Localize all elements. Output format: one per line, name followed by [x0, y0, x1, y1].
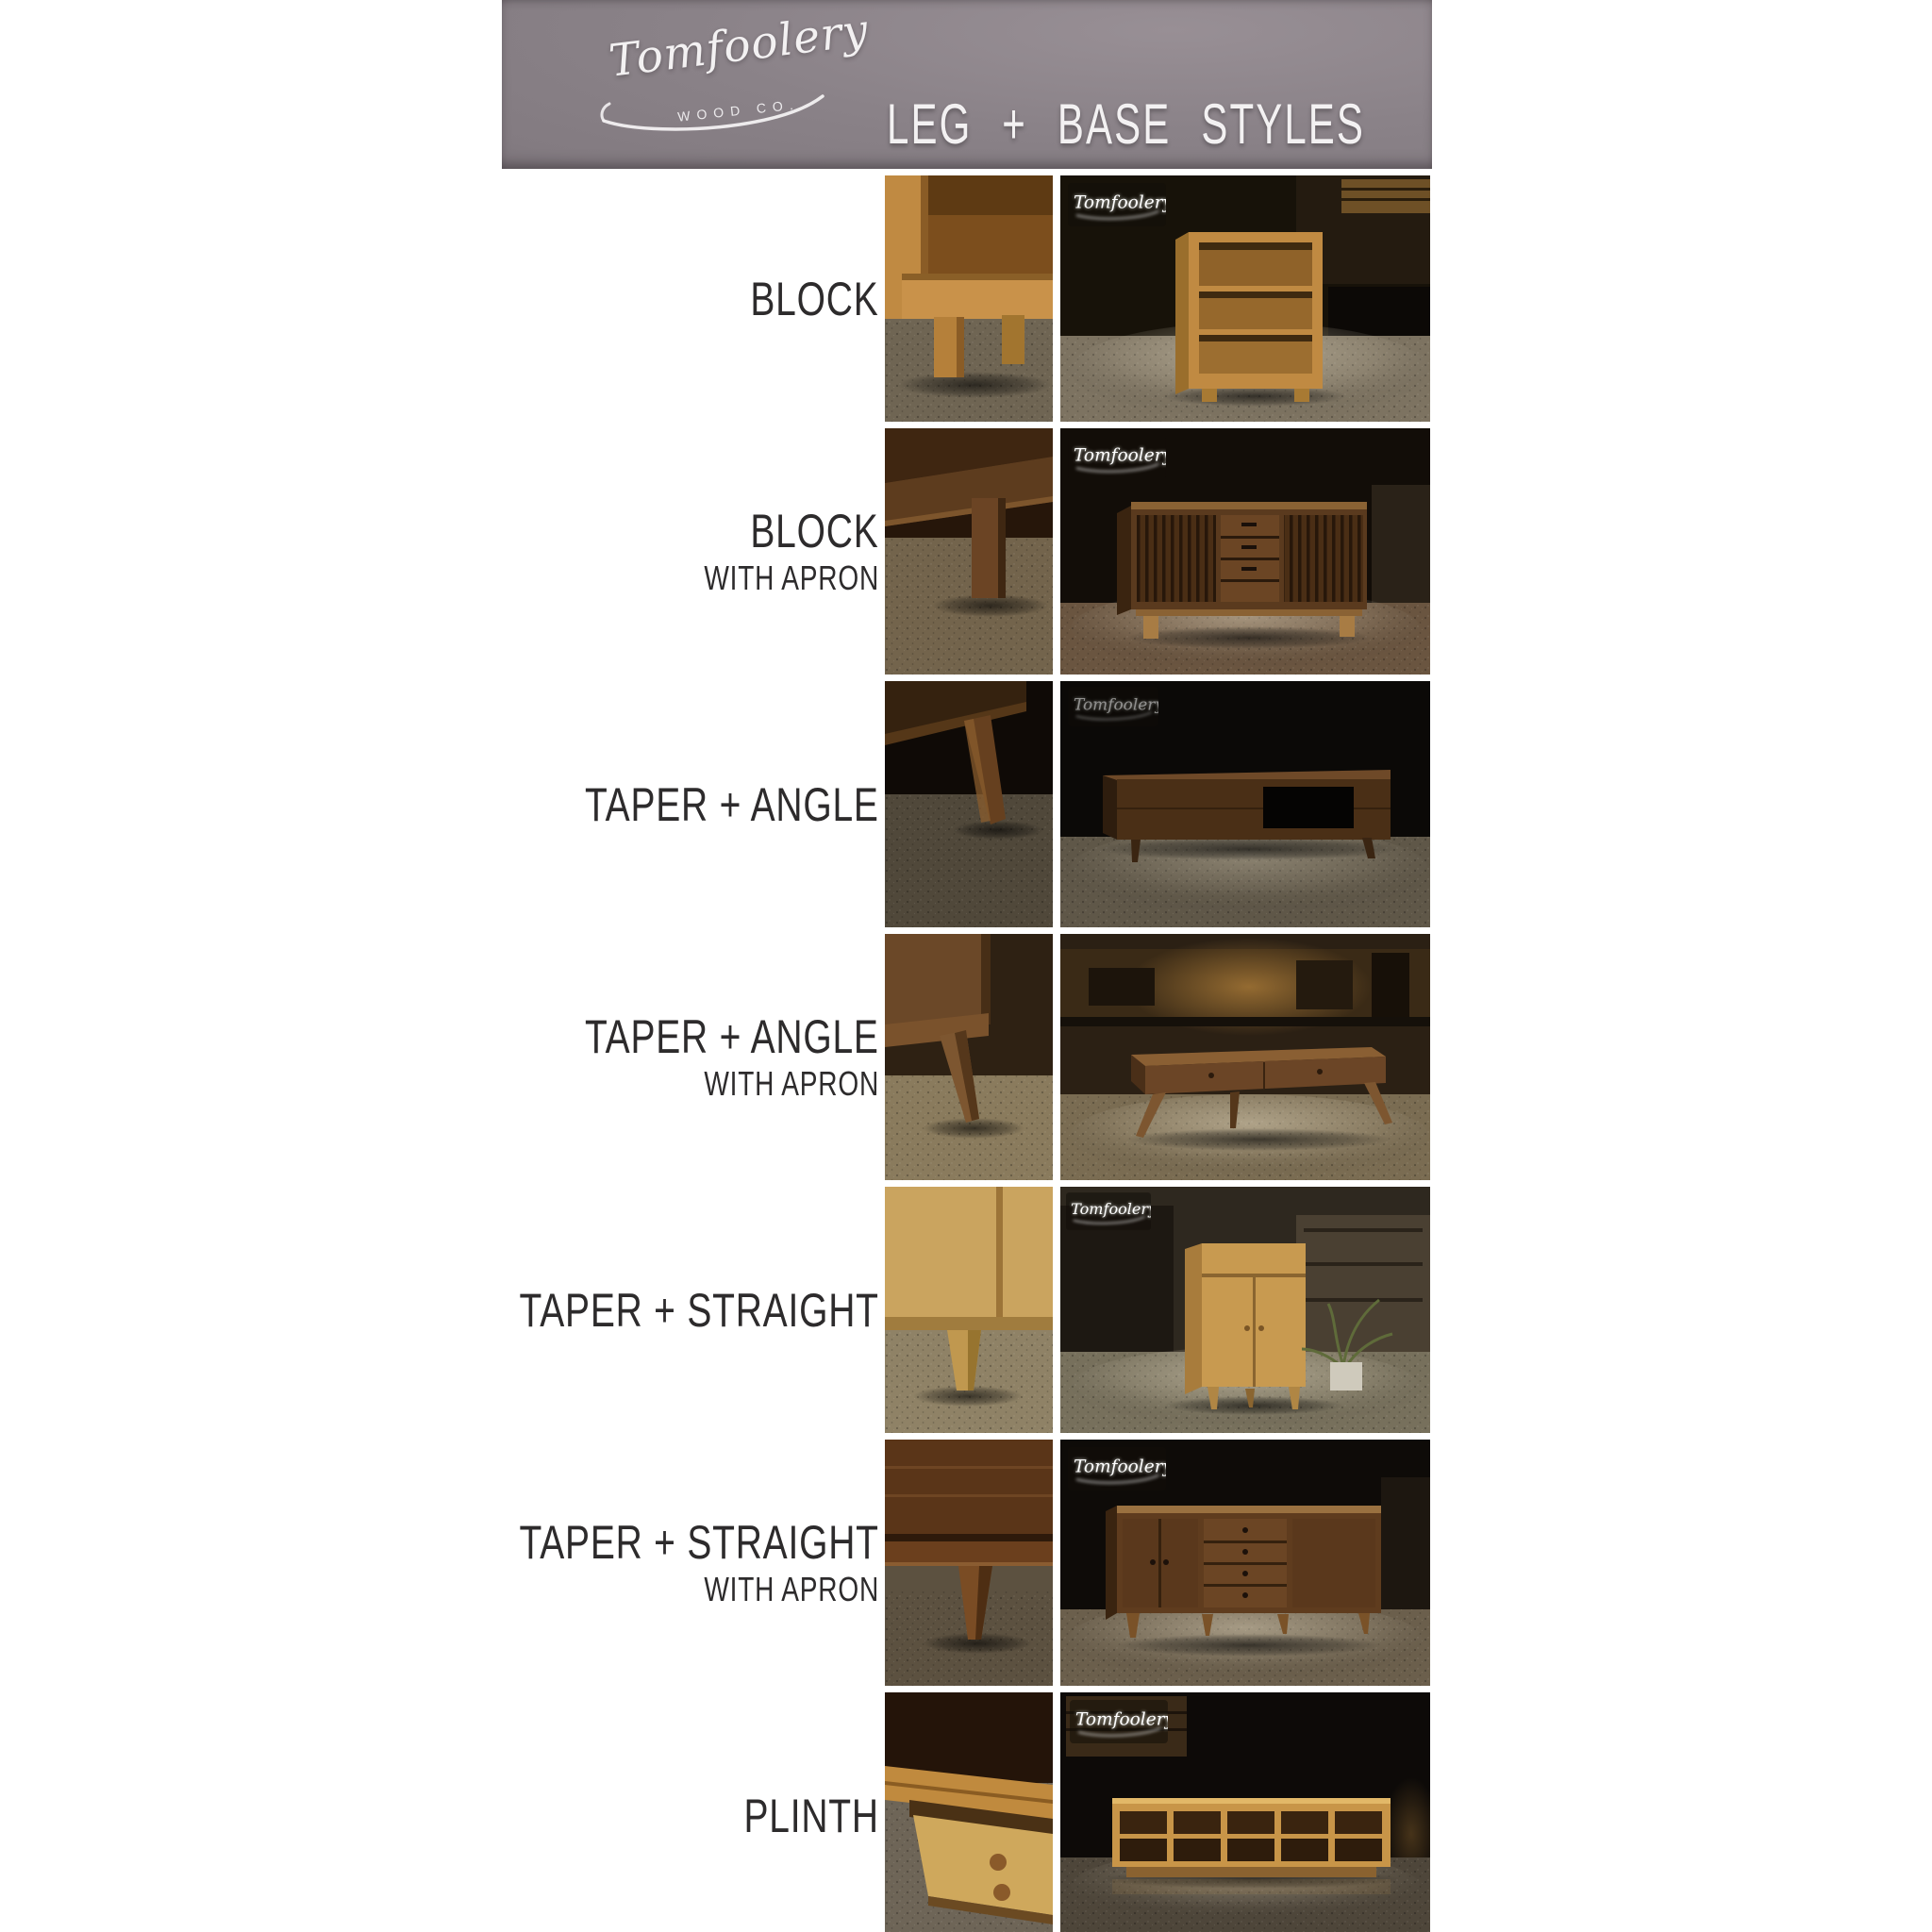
sideboard-scene-illustration [1060, 1440, 1430, 1686]
slat-credenza-scene-illustration [1060, 428, 1430, 675]
wide-photo-taper-angle [1060, 681, 1430, 927]
style-label: TAPER + STRAIGHT [519, 1283, 879, 1337]
style-label: TAPER + ANGLE [585, 1010, 879, 1064]
header-banner [502, 0, 1432, 169]
style-label: BLOCK [750, 505, 879, 558]
label-column [502, 934, 885, 1180]
style-row-taper-angle [502, 681, 1432, 927]
label-column [502, 175, 885, 422]
style-label: TAPER + ANGLE [585, 777, 879, 831]
style-row-taper-angle-with-apron [502, 934, 1432, 1180]
closeup-photo-taper-straight-with-apron [885, 1440, 1053, 1686]
style-row-plinth [502, 1692, 1432, 1932]
block-apron-leg-closeup-illustration [885, 428, 1053, 675]
wide-photo-plinth [1060, 1692, 1430, 1932]
closeup-photo-block [885, 175, 1053, 422]
closeup-photo-taper-straight [885, 1187, 1053, 1433]
closeup-photo-taper-angle-with-apron [885, 934, 1053, 1180]
content-strip [502, 0, 1432, 1932]
page-title: LEG + BASE STYLES [887, 92, 1366, 157]
style-label: BLOCK [750, 272, 879, 325]
style-label: PLINTH [743, 1789, 879, 1842]
coffee-table-scene-illustration [1060, 934, 1430, 1180]
angled-taper-apron-closeup-illustration [885, 934, 1053, 1180]
label-column [502, 1187, 885, 1433]
wide-photo-taper-straight-with-apron [1060, 1440, 1430, 1686]
block-leg-closeup-illustration [885, 175, 1053, 422]
wide-photo-block-with-apron [1060, 428, 1430, 675]
style-row-block [502, 175, 1432, 422]
brand-logo [596, 4, 872, 162]
wide-photo-block [1060, 175, 1430, 422]
label-column [502, 681, 885, 927]
cubby-unit-scene-illustration [1060, 1692, 1430, 1932]
style-row-taper-straight [502, 1187, 1432, 1433]
style-label: TAPER + STRAIGHT [519, 1516, 879, 1570]
closeup-photo-taper-angle [885, 681, 1053, 927]
style-sublabel: WITH APRON [704, 1570, 879, 1609]
tall-cabinet-scene-illustration [1060, 1187, 1430, 1433]
label-column [502, 1440, 885, 1686]
style-row-block-with-apron [502, 428, 1432, 675]
closeup-photo-block-with-apron [885, 428, 1053, 675]
plinth-base-closeup-illustration [885, 1692, 1053, 1932]
style-rows-list [502, 175, 1432, 1932]
brand-logo-subtext: WOOD CO. [676, 96, 801, 125]
style-row-taper-straight-with-apron [502, 1440, 1432, 1686]
bookcase-scene-illustration [1060, 175, 1430, 422]
media-console-scene-illustration [1060, 681, 1430, 927]
wide-photo-taper-angle-with-apron [1060, 934, 1430, 1180]
label-column [502, 428, 885, 675]
style-sublabel: WITH APRON [704, 1064, 879, 1104]
straight-taper-apron-closeup-illustration [885, 1440, 1053, 1686]
closeup-photo-plinth [885, 1692, 1053, 1932]
angled-taper-leg-closeup-illustration [885, 681, 1053, 927]
style-sublabel: WITH APRON [704, 558, 879, 598]
wide-photo-taper-straight [1060, 1187, 1430, 1433]
brand-logo-script: Tomfoolery [606, 4, 872, 88]
straight-taper-leg-closeup-illustration [885, 1187, 1053, 1433]
label-column [502, 1692, 885, 1932]
